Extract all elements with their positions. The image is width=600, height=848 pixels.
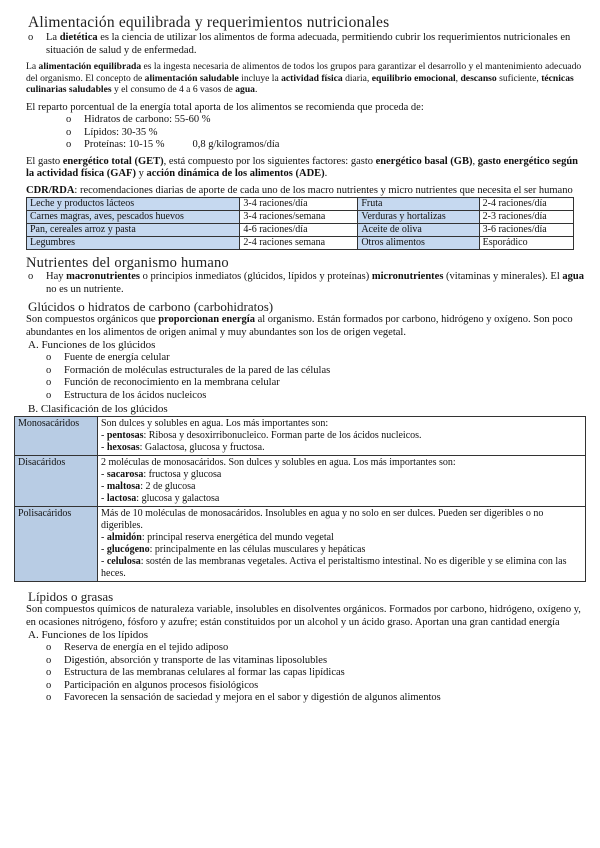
gluc-subitem-name: pentosas — [106, 430, 144, 441]
food-ration-cell: 2-3 raciones/día — [479, 211, 573, 224]
gluc-subitem-name: celulosa — [106, 556, 141, 567]
gluc-subitem: - celulosa: sostén de las membranas vegetales. Activa el peristaltismo intestinal. No es digerible y se elimina con las heces. — [101, 556, 567, 579]
list-item: o Digestión, absorción y transporte de las vitaminas liposolubles — [46, 655, 586, 668]
table-row — [15, 417, 586, 456]
text-span: : recomendaciones diarias de aporte de cada uno de los macro nutrientes y micro nutrientes que necesita el ser humano — [74, 184, 573, 196]
text-span: Hay — [46, 271, 67, 282]
lipidos-funciones-title: A. Funciones de los lípidos — [28, 629, 149, 641]
get-paragraph — [26, 156, 586, 181]
food-ration-cell: Esporádico — [479, 237, 573, 250]
text-span: es la ingesta necesaria de alimentos de todos los grupos para garantizar el desarrollo y el mantenimiento adecuado del organismo. El concepto de — [26, 61, 582, 84]
reparto-list — [48, 114, 586, 152]
list-item: o Participación en algunos procesos fisiológicos — [46, 680, 586, 693]
reparto-item — [66, 139, 586, 152]
list-item: o Estructura de los ácidos nucleicos — [46, 390, 586, 403]
term-alimentacion-equilibrada: alimentación equilibrada — [38, 61, 142, 72]
lipidos-funciones-list — [28, 642, 586, 705]
text-span: (vitaminas y minerales). El — [443, 271, 563, 282]
page-title: Alimentación equilibrada y requerimientos nutricionales — [28, 14, 390, 31]
gluc-subitem-name: glucógeno — [106, 544, 150, 555]
section-title-glucidos: Glúcidos o hidratos de carbono (carbohidratos) — [28, 299, 274, 314]
text-span: o principios inmediatos (glúcidos, lípidos y proteínas) — [140, 271, 372, 282]
term-agua: agua — [235, 84, 255, 95]
food-ration-cell: 3-4 raciones/día — [240, 198, 358, 211]
table-row — [27, 198, 574, 211]
table-row — [15, 456, 586, 507]
food-ration-cell: 4-6 raciones/día — [240, 224, 358, 237]
glucidos-paragraph — [26, 314, 586, 339]
term-descanso: descanso — [460, 72, 497, 84]
food-group-cell: Otros alimentos — [358, 237, 479, 250]
gluc-subitem-name: hexosas — [106, 442, 140, 453]
term-ade: acción dinámica de los alimentos (ADE) — [146, 168, 325, 179]
section-title-lipidos: Lípidos o grasas — [28, 589, 114, 604]
text-span: y el consumo de 4 a 6 vasos de — [111, 84, 236, 95]
term-macronutrientes: macronutrientes — [66, 271, 140, 282]
nutrientes-item — [28, 271, 586, 296]
text-span: : fructosa y glucosa — [143, 469, 222, 480]
text-span: El gasto — [26, 155, 63, 167]
text-span: diaria, — [342, 72, 372, 84]
food-group-cell: Legumbres — [27, 237, 240, 250]
text-span: y — [135, 168, 147, 179]
gluc-subitem: - pentosas: Ribosa y desoxirribonucleico. Forman parte de los ácidos nucleicos. — [101, 430, 422, 441]
gluc-subitem: - hexosas: Galactosa, glucosa y fructosa. — [101, 442, 265, 453]
reparto-intro: El reparto porcentual de la energía total aporta de los alimentos se recomienda que proceda de: — [26, 101, 424, 113]
table-row — [15, 507, 586, 582]
text-span: suficiente, — [496, 72, 542, 84]
dietetica-item — [28, 32, 586, 57]
term-dietetica: dietética — [59, 32, 98, 43]
food-group-cell: Aceite de oliva — [358, 224, 479, 237]
reparto-item: o Lípidos: 30-35 % — [66, 127, 586, 140]
term-tecnicas-culinarias: técnicas culinarias saludables — [26, 72, 574, 95]
term-agua-nutrientes: agua — [562, 271, 584, 282]
gluc-desc: Más de 10 moléculas de monosacáridos. Insolubles en agua y no solo en ser dulces. Pueden ser digeribles o no digeribles. — [101, 508, 544, 531]
text-span: , — [455, 72, 461, 84]
reparto-item: o Hidratos de carbono: 55-60 % — [66, 114, 586, 127]
list-item: o Favorecen la sensación de saciedad y mejora en el sabor y digestión de algunos alimentos — [46, 692, 586, 705]
gluc-subitem-name: almidón — [106, 532, 142, 543]
food-ration-cell: 2-4 raciones/día — [479, 198, 573, 211]
glucidos-clasificacion-title: B. Clasificación de los glúcidos — [28, 403, 168, 415]
list-item: o Fuente de energía celular — [46, 352, 586, 365]
text-span: . — [324, 168, 328, 179]
food-group-cell: Pan, cereales arroz y pasta — [27, 224, 240, 237]
gluc-desc-cell — [98, 507, 586, 582]
food-group-cell: Fruta — [358, 198, 479, 211]
gluc-subitem: - sacarosa: fructosa y glucosa — [101, 469, 222, 480]
term-get: energético total (GET) — [62, 155, 164, 167]
text-span: al organismo. Están formados por carbono, hidrógeno y oxígeno. Son poco abundantes en los alimentos de origen animal y muy abundantes son los de origen vegetal. — [26, 314, 573, 338]
gluc-category-cell: Polisacáridos — [15, 507, 98, 582]
list-item: o Función de reconocimiento en la membrana celular — [46, 377, 586, 390]
text-span: La — [46, 32, 60, 43]
food-group-cell: Carnes magras, aves, pescados huevos — [27, 211, 240, 224]
text-span: . — [254, 84, 258, 95]
foods-table — [26, 197, 574, 250]
table-row — [27, 237, 574, 250]
text-span: Proteínas: 10-15 % — [84, 139, 165, 150]
cdr-paragraph — [26, 185, 586, 198]
gluc-subitem-name: lactosa — [106, 493, 137, 504]
gluc-category-cell: Monosacáridos — [15, 417, 98, 456]
equilibrada-paragraph — [26, 61, 586, 96]
term-micronutrientes: micronutrientes — [371, 271, 444, 282]
text-span: : 2 de glucosa — [140, 481, 196, 492]
glucidos-funciones-list — [28, 352, 586, 402]
text-span: : Ribosa y desoxirribonucleico. Forman parte de los ácidos nucleicos. — [143, 430, 422, 441]
text-span: no es un nutriente. — [46, 283, 124, 295]
glucidos-funciones-title: A. Funciones de los glúcidos — [28, 339, 156, 351]
term-proporcionan-energia: proporcionan energía — [158, 314, 255, 325]
term-cdr: CDR/RDA — [26, 184, 75, 196]
gluc-subitem: - almidón: principal reserva energética del mundo vegetal — [101, 532, 334, 543]
nutrientes-list — [28, 271, 586, 296]
section-title-nutrientes: Nutrientes del organismo humano — [26, 255, 229, 271]
gluc-subitem: - glucógeno: principalmente en las células musculares y hepáticas — [101, 544, 366, 555]
glucidos-table — [14, 416, 586, 582]
term-actividad-fisica: actividad física — [281, 72, 343, 84]
list-item: o Estructura de las membranas celulares al formar las capas lipídicas — [46, 667, 586, 680]
dietetica-list — [28, 32, 586, 57]
term-gaf: gasto energético según la actividad física (GAF) — [26, 155, 579, 179]
gluc-desc-cell — [98, 417, 586, 456]
table-row — [27, 211, 574, 224]
gluc-desc: Son dulces y solubles en agua. Los más importantes son: — [101, 418, 329, 429]
text-span: , — [472, 155, 478, 167]
table-row — [27, 224, 574, 237]
list-item: o Reserva de energía en el tejido adiposo — [46, 642, 586, 655]
food-ration-cell: 3-4 raciones/semana — [240, 211, 358, 224]
text-span: : principal reserva energética del mundo vegetal — [141, 532, 334, 543]
text-span: : principalmente en las células musculares y hepáticas — [149, 544, 366, 555]
text-span: : Galactosa, glucosa y fructosa. — [139, 442, 265, 453]
food-ration-cell: 2-4 raciones semana — [240, 237, 358, 250]
gluc-desc-cell — [98, 456, 586, 507]
gluc-category-cell: Disacáridos — [15, 456, 98, 507]
food-group-cell: Verduras y hortalizas — [358, 211, 479, 224]
lipidos-paragraph: Son compuestos químicos de naturaleza variable, insolubles en disolventes orgánicos. Formados por carbono, hidrógeno, oxígeno y, en ocasiones nitrógeno, fósforo y azufre; están constituidos por un alcohol y un ácido graso. Aportan una gran cantidad energía — [26, 604, 581, 628]
food-group-cell: Leche y productos lácteos — [27, 198, 240, 211]
term-equilibrio-emocional: equilibrio emocional — [371, 72, 456, 84]
food-ration-cell: 3-6 raciones/día — [479, 224, 573, 237]
text-span: : glucosa y galactosa — [136, 493, 220, 504]
term-alimentacion-saludable: alimentación saludable — [144, 72, 239, 84]
text-span: Son compuestos orgánicos que — [26, 314, 159, 325]
list-item: o Formación de moléculas estructurales de la pared de las células — [46, 365, 586, 378]
gluc-subitem: - lactosa: glucosa y galactosa — [101, 493, 220, 504]
proteina-gramos: 0,8 g/kilogramos/día — [192, 139, 280, 150]
term-gb: energético basal (GB) — [375, 155, 473, 167]
gluc-subitem-name: maltosa — [106, 481, 141, 492]
text-span: es la ciencia de utilizar los alimentos de forma adecuada, permitiendo cubrir los requerimientos nutricionales en situación de salud y de enfermedad. — [46, 32, 571, 56]
gluc-subitem: - maltosa: 2 de glucosa — [101, 481, 196, 492]
gluc-desc: 2 moléculas de monosacáridos. Son dulces y solubles en agua. Los más importantes son: — [101, 457, 456, 468]
text-span: : sostén de las membranas vegetales. Activa el peristaltismo intestinal. No es digerible y se elimina con las heces. — [101, 556, 567, 579]
text-span: incluye la — [238, 72, 282, 84]
text-span: , está compuesto por los siguientes factores: gasto — [163, 155, 376, 167]
text-span: La — [26, 61, 39, 72]
gluc-subitem-name: sacarosa — [106, 469, 144, 480]
